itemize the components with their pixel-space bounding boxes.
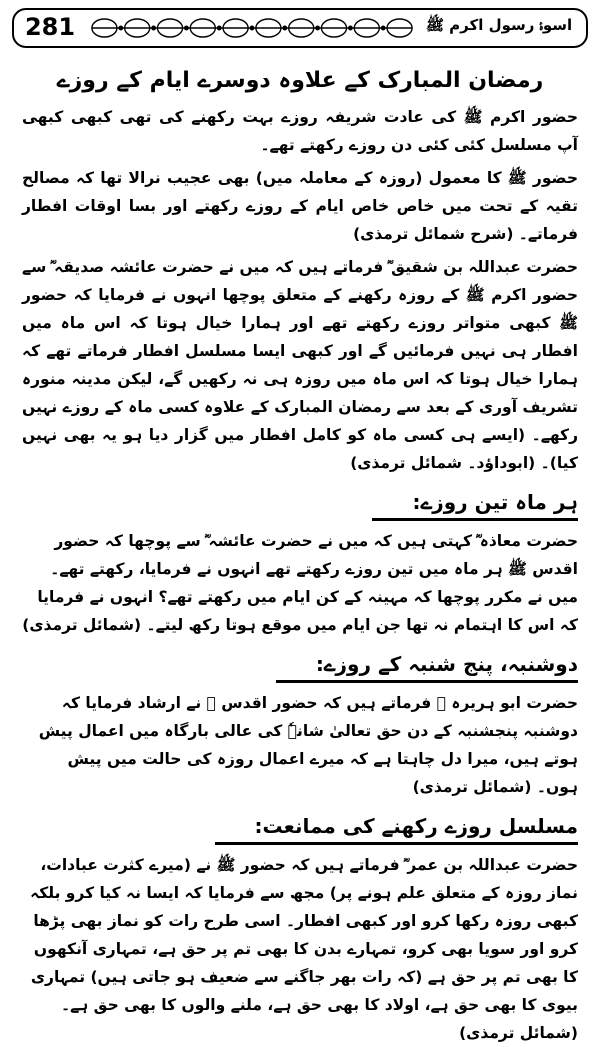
section-heading: ہر ماہ تین روزے: (372, 488, 578, 521)
page-header (12, 8, 588, 48)
paragraph: حضرت عبداللہ بن شقیق ؓ فرماتے ہیں کہ میں نے حضرت عائشہ صدیقہ ؓ سے حضور اکرم ﷺ کے روزہ رکھنے کے متعلق پوچھا انہوں نے فرمایا کہ حضور ﷺ کبھی متواتر روزے رکھتے تھے اور ہمارا خیال ہوتا کہ اس ماہ میں افطار ہی نہیں فرمائیں گے اور کبھی ایسا مسلسل افطار فرماتے تھے کہ ہمارا خیال ہوتا کہ اس ماہ میں روزہ ہی نہ رکھیں گے، لیکن مدینہ منورہ تشریف آوری کے بعد سے رمضان المبارک کے علاوہ کسی ماہ کے روزے نہیں رکھے۔ (ایسے ہی کسی ماہ کو کامل افطار میں گزار دیا ہو یہ بھی نہیں کیا)۔ (ابوداؤد۔ شمائل ترمذی) (22, 258, 578, 472)
paragraph: حضور اکرم ﷺ کی عادت شریفہ روزے بہت رکھنے کی تھی کبھی کبھی آپ مسلسل کئی کئی دن روزے رکھتے تھے۔ (22, 108, 578, 154)
paragraph: حضرت معاذہ ؓ کہتی ہیں کہ میں نے حضرت عائشہ ؓ سے پوچھا کہ حضور اقدس ﷺ ہر ماہ میں تین روزے رکھتے تھے انہوں نے فرمایا، رکھتے تھے۔ میں نے مکرر پوچھا کہ مہینہ کے کن ایام میں رکھتے تھے؟ انہوں نے فرمایا کہ اس کا اہتمام نہ تھا جن ایام میں موقع ہوتا رکھ لیتے۔ (شمائل ترمذی) (22, 532, 578, 634)
chapter-heading: رمضان المبارک کے علاوہ دوسرے ایام کے روزے (56, 68, 544, 93)
running-title: اسوۂ رسول اکرم ﷺ (425, 16, 573, 34)
page-number: 281 (24, 13, 76, 41)
page-content (22, 60, 578, 1042)
header-ornament (88, 14, 416, 42)
section-continuous-fasting (22, 806, 578, 1047)
section-monday-thursday-fasts (22, 644, 578, 801)
section-heading: مسلسل روزے رکھنے کی ممانعت: (215, 812, 579, 845)
paragraph: حضور ﷺ کا معمول (روزہ کے معاملہ میں) بھی عجیب نرالا تھا کہ مصالح تقیہ کے تحت میں خاص خاص ایام کے روزے رکھتے اور بسا اوقات افطار فرماتے۔ (شرح شمائل ترمذی) (22, 169, 578, 243)
paragraph: حضرت ابو ہریرہ ؓ فرماتے ہیں کہ حضور اقدس ﷺ نے ارشاد فرمایا کہ دوشنبہ پنجشنبہ کے دن حق تعالیٰ شانہٗ کی عالی بارگاہ میں اعمال پیش ہوتے ہیں، میرا دل چاہتا ہے کہ میرے اعمال روزہ کی حالت میں پیش ہوں۔ (شمائل ترمذی) (38, 694, 578, 796)
paragraph: حضرت عبداللہ بن عمر ؓ فرماتے ہیں کہ حضور ﷺ نے (میرے کثرت عبادات، نماز روزہ کے متعلق علم ہونے پر) مجھ سے فرمایا کہ ایسا نہ کیا کرو بلکہ کبھی روزہ رکھا کرو اور کبھی افطار۔ اسی طرح رات کو نماز بھی پڑھا کرو اور سویا بھی کرو، تمہارے بدن کا بھی تم پر حق ہے، تمہاری آنکھوں کا بھی تم پر حق ہے (کہ رات بھر جاگنے سے ضعیف ہو جاتی ہیں) تمہاری بیوی کا بھی حق ہے، اولاد کا بھی حق ہے، ملنے والوں کا بھی حق ہے۔ (شمائل ترمذی) (30, 856, 578, 1042)
section-monthly-fasts (22, 482, 578, 639)
section-heading: دوشنبہ، پنج شنبہ کے روزے: (276, 650, 578, 683)
